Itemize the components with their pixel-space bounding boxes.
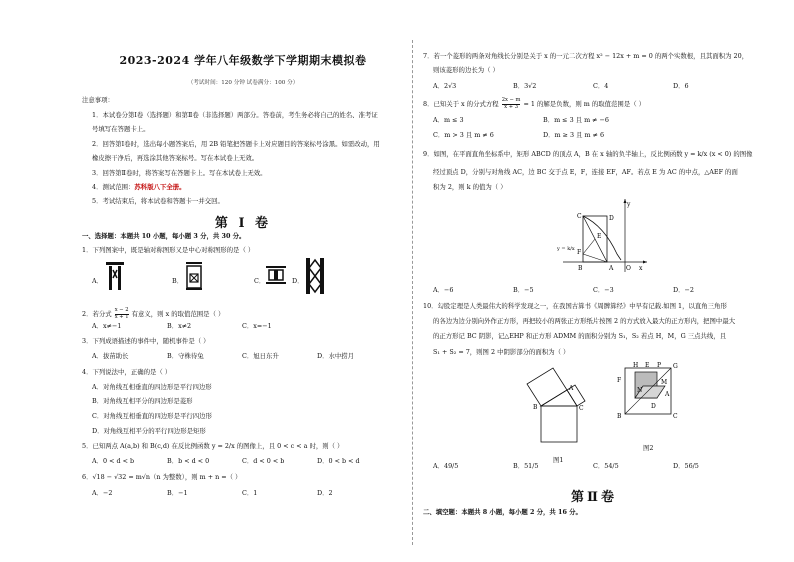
q1-option-d: D． <box>292 277 304 285</box>
q5-option-d: D．0 < b < d <box>317 457 360 465</box>
q5-option-b: B．b < d < 0 <box>167 457 210 465</box>
q10-options <box>433 462 753 471</box>
exam-subtitle: （考试时间：120 分钟 试卷满分：100 分） <box>187 80 299 86</box>
q6-stem: 6．√18 − √32 = m√n（n 为整数），则 m + n =（ ） <box>82 473 242 481</box>
q2-option-a: A．x≠−1 <box>92 322 122 330</box>
q10-figure-2 <box>613 360 685 444</box>
part1-instruction: 一、选择题：本题共 10 小题，每小题 3 分，共 30 分。 <box>82 232 246 240</box>
q9-option-d: D．−2 <box>673 286 694 294</box>
q4-option-b: B．对角线互相平分的四边形是菱形 <box>92 397 193 405</box>
q10-fig2-m: M <box>661 379 668 386</box>
q1-figure-d <box>304 256 326 296</box>
note-line: 1．本试卷分第Ⅰ卷（选择题）和第Ⅱ卷（非选择题）两部分。答卷前，考生务必将自己的姓名、准考证 <box>92 111 378 119</box>
q10-line1: 10．勾股定理是人类最伟大的科学发现之一，在我国古算书《周髀算经》中早有记载.如图 1，以直角三角形 <box>423 302 727 310</box>
q10-fig2-n: N <box>637 387 643 394</box>
q10-fig2-e: E <box>645 362 650 369</box>
q4-option-c: C．对角线互相垂直的四边形是平行四边形 <box>92 412 212 420</box>
q10-figure-1 <box>523 362 603 454</box>
exam-title: 2023-2024 学年八年级数学下学期期末模拟卷 <box>119 54 367 67</box>
note-line: 5．考试结束后，将本试卷和答题卡一并交回。 <box>92 197 224 205</box>
q2-frac-num: x − 2 <box>114 307 129 313</box>
note-scope-value: 苏科版八下全册。 <box>134 183 186 191</box>
q9-label-b: B <box>578 265 583 272</box>
q6-options <box>92 489 392 498</box>
q3-option-a: A．拔苗助长 <box>92 352 129 360</box>
note-scope-label: 4．测试范围： <box>92 183 135 191</box>
q2-frac-den: x + 1 <box>114 313 129 320</box>
q10-fig2-f: F <box>617 377 622 384</box>
q7-option-b: B．3√2 <box>513 82 537 90</box>
q7-line2: 则该菱形的边长为（ ） <box>433 66 499 74</box>
q1-figure-b <box>184 260 204 292</box>
q5-option-c: C．d < 0 < b <box>242 457 285 465</box>
note-line <box>92 183 186 192</box>
note-line: 号填写在答题卡上。 <box>92 125 150 133</box>
note-line: 橡皮擦干净后，再选涂其他答案标号。写在本试卷上无效。 <box>92 154 259 162</box>
q10-line2: 的各边为边分别向外作正方形，再把较小的两张正方形纸片按图 2 的方式放入最大的正方形内，把图中最大 <box>433 317 736 325</box>
q9-label-c: C <box>577 213 582 220</box>
q9-option-c: C．−3 <box>593 286 614 294</box>
q10-fig2-g: G <box>673 363 678 370</box>
q8-stem: 8．已知关于 x 的分式方程 $\frac{2x - m}{x + 3}$ = 1 的解是负数，则 m 的取值范围是（ ） <box>423 97 646 110</box>
q3-option-c: C．旭日东升 <box>242 352 279 360</box>
q5-function: y = 2/x <box>211 442 235 450</box>
q9-label-d: D <box>609 215 614 222</box>
q6-option-c: C．1 <box>242 489 258 497</box>
part2-instruction: 二、填空题：本题共 8 小题，每小题 2 分，共 16 分。 <box>423 508 582 516</box>
q8-option-b: B．m ≤ 3 且 m ≠ −6 <box>543 116 609 124</box>
q9-label-y: y <box>627 201 631 208</box>
q4-option-a: A．对角线互相垂直的四边形是平行四边形 <box>92 383 212 391</box>
q10-fig2-b: B <box>617 413 622 420</box>
q3-stem: 3．下列成语描述的事件中，随机事件是（ ） <box>82 337 210 345</box>
q9-curve-label: y = k/x <box>557 246 575 252</box>
q1-option-a: A． <box>92 277 104 285</box>
column-divider <box>412 40 413 545</box>
q2-option-c: C．x=−1 <box>242 322 272 330</box>
q10-option-d: D．56/5 <box>673 462 699 470</box>
q8-frac-num: 2x − m <box>501 97 521 103</box>
q10-fig2-p: P <box>657 362 662 369</box>
q10-fig1-b: B <box>533 404 538 411</box>
q1-figure-c <box>264 262 288 288</box>
q9-line1: 9．如图，在平面直角坐标系中，矩形 ABCD 的顶点 A，B 在 x 轴的负半轴上，反比例函数 y = k/x (x < 0) 的图像 <box>423 150 753 158</box>
q9-label-o: O <box>626 265 631 272</box>
q6-option-d: D．2 <box>317 489 333 497</box>
q2-option-d <box>317 322 392 331</box>
q7-option-c: C．4 <box>593 82 609 90</box>
q5-stem: 5．已知两点 A(a,b) 和 B(c,d) 在反比例函数 y = 2/x 的图像上，且 0 < c < a 时，则（ ） <box>82 442 344 450</box>
q9-label-e: E <box>597 233 602 240</box>
q1-figure-a <box>104 260 126 292</box>
q2-options <box>92 322 392 331</box>
q10-fig2-c: C <box>673 413 678 420</box>
q4-option-d: D．对角线互相平分的平行四边形是矩形 <box>92 427 206 435</box>
q3-option-d: D．水中捞月 <box>317 352 355 360</box>
q5-options <box>92 457 392 466</box>
q3-options <box>92 352 392 361</box>
q5-option-a: A．0 < d < b <box>92 457 135 465</box>
q9-line3: 积为 2，则 k 的值为（ ） <box>433 183 507 191</box>
q3-option-b: B．守株待兔 <box>167 352 204 360</box>
part2-title: 第Ⅱ卷 <box>571 490 617 505</box>
q10-line4: S₁ + S₂ = 7，则图 2 中阴影部分的面积为（ ） <box>433 348 570 356</box>
q10-fig1-a: A <box>569 385 574 392</box>
q10-line3: 的正方形记 BC 阴影，记△EHP 和正方形 ADMM 的面积分别为 S₁，S₂ 若点 H，M，G 三点共线，且 <box>433 332 727 340</box>
q9-figure <box>559 196 649 276</box>
q1-stem: 1．下列图案中，既是轴对称图形又是中心对称图形的是（ ） <box>82 246 255 254</box>
q7-option-d: D．6 <box>673 82 689 90</box>
q6-option-a: A．−2 <box>92 489 113 497</box>
q10-fig1-caption: 图1 <box>553 456 564 464</box>
q9-label-f: F <box>577 249 582 256</box>
q9-option-a: A．−6 <box>433 286 454 294</box>
notes-heading: 注意事项： <box>82 96 114 104</box>
q10-fig2-caption: 图2 <box>643 444 654 452</box>
q8-frac-den: x + 3 <box>504 103 519 110</box>
q8-option-a: A．m ≤ 3 <box>433 116 464 124</box>
note-line: 3．回答第Ⅱ卷时，将答案写在答题卡上。写在本试卷上无效。 <box>92 169 267 177</box>
q1-option-b: B． <box>172 277 184 285</box>
note-line: 2．回答第Ⅰ卷时，选出每小题答案后，用 2B 铅笔把答题卡上对应题目的答案标号涂黑。如需改动，用 <box>92 140 380 148</box>
q2-stem: 2．若分式 $\frac{x - 2}{x + 1}$ 有意义，则 x 的取值范围是（ ） <box>82 307 225 320</box>
q8-option-d: D．m ≥ 3 且 m ≠ 6 <box>543 131 605 139</box>
part1-title: 第 I 卷 <box>214 216 272 231</box>
q9-label-x: x <box>639 265 643 272</box>
q10-option-a: A．49/5 <box>433 462 459 470</box>
q9-options <box>433 286 753 295</box>
q7-options <box>433 82 753 91</box>
q1-option-c: C． <box>254 277 266 285</box>
q9-line2: 经过顶点 D，分别与对角线 AC，边 BC 交于点 E，F，连接 EF，AF。若点 E 为 AC 的中点，△AEF 的面 <box>433 168 738 176</box>
q2-option-b: B．x≠2 <box>167 322 192 330</box>
q9-option-b: B．−5 <box>513 286 534 294</box>
q10-fig2-d: D <box>651 403 656 410</box>
q10-fig1-c: C <box>579 405 584 412</box>
q10-option-c: C．54/5 <box>593 462 619 470</box>
q9-label-a: A <box>609 265 614 272</box>
q4-stem: 4．下列说法中，正确的是（ ） <box>82 368 172 376</box>
q10-fig2-h: H <box>633 362 639 369</box>
q8-option-c: C．m > 3 且 m ≠ 6 <box>433 131 494 139</box>
q10-option-b: B．51/5 <box>513 462 539 470</box>
q7-line1: 7．若一个菱形的两条对角线长分别是关于 x 的一元二次方程 x² − 12x + m = 0 的两个实数根，且其面积为 20， <box>423 52 749 60</box>
q6-option-b: B．−1 <box>167 489 188 497</box>
q7-option-a: A．2√3 <box>433 82 457 90</box>
q10-fig2-a: A <box>665 391 670 398</box>
